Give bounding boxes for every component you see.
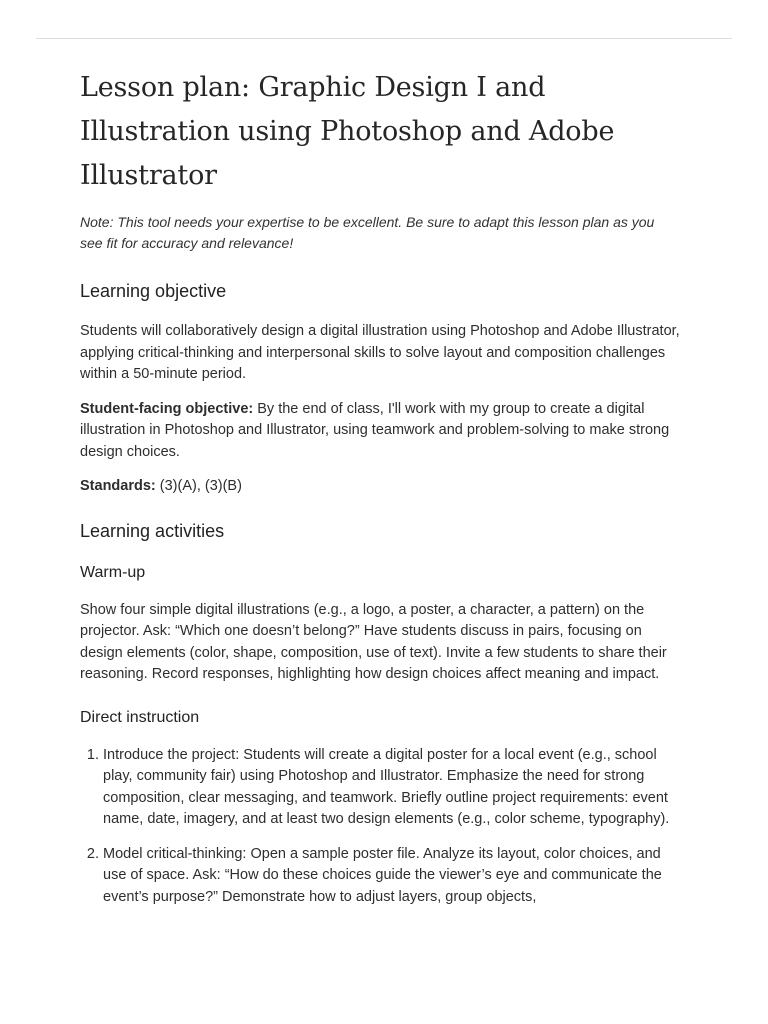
top-divider xyxy=(36,38,732,39)
standards xyxy=(80,476,680,498)
direct-instruction-heading: Direct instruction xyxy=(80,708,200,726)
learning-objective-body: Students will collaboratively design a digital illustration using Photoshop and Adobe Illustrator, applying critical-thinking and interpersonal skills to solve layout and composition challenges within a 50-minute period. xyxy=(80,323,680,382)
standards-text: (3)(A), (3)(B) xyxy=(155,478,242,494)
student-facing-objective xyxy=(80,399,680,464)
learning-objective-heading: Learning objective xyxy=(80,281,227,301)
direct-instruction-list xyxy=(80,745,680,909)
student-facing-objective-label: Student-facing objective: xyxy=(80,400,254,417)
list-item: 1. Introduce the project: Students will create a digital poster for a local event (e.g., school play, community fair) using Photoshop and Illustrator. Emphasize the need for strong composition, clear messaging, and teamwork. Briefly outline project requirements: event name, date, imagery, and at least two design elements (e.g., color scheme, typography). xyxy=(103,745,680,831)
standards-label: Standards: xyxy=(80,478,156,494)
learning-activities-heading: Learning activities xyxy=(80,520,225,541)
expertise-note: Note: This tool needs your expertise to be excellent. Be sure to adapt this lesson plan as you see fit for accuracy and relevance! xyxy=(80,214,655,251)
lesson-plan-document xyxy=(80,66,680,921)
warm-up-body: Show four simple digital illustrations (e.g., a logo, a poster, a character, a pattern) on the projector. Ask: “Which one doesn’t belong?” Have students discuss in pairs, focusing on design elements (color, shape, composition, use of text). Invite a few students to share their reasoning. Record responses, highlighting how design choices affect meaning and impact. xyxy=(80,601,667,682)
student-facing-objective-text: By the end of class, I'll work with my group to create a digital illustration in Photoshop and Illustrator, using teamwork and problem-solving to make strong design choices. xyxy=(80,400,670,460)
list-item: 2. Model critical-thinking: Open a sample poster file. Analyze its layout, color choices, and use of space. Ask: “How do these choices guide the viewer’s eye and communicate the event’s purpose?” Demonstrate how to adjust layers, group objects, xyxy=(103,844,680,909)
warm-up-heading: Warm-up xyxy=(80,563,146,581)
page-title: Lesson plan: Graphic Design I and Illustration using Photoshop and Adobe Illustrator xyxy=(80,72,615,191)
